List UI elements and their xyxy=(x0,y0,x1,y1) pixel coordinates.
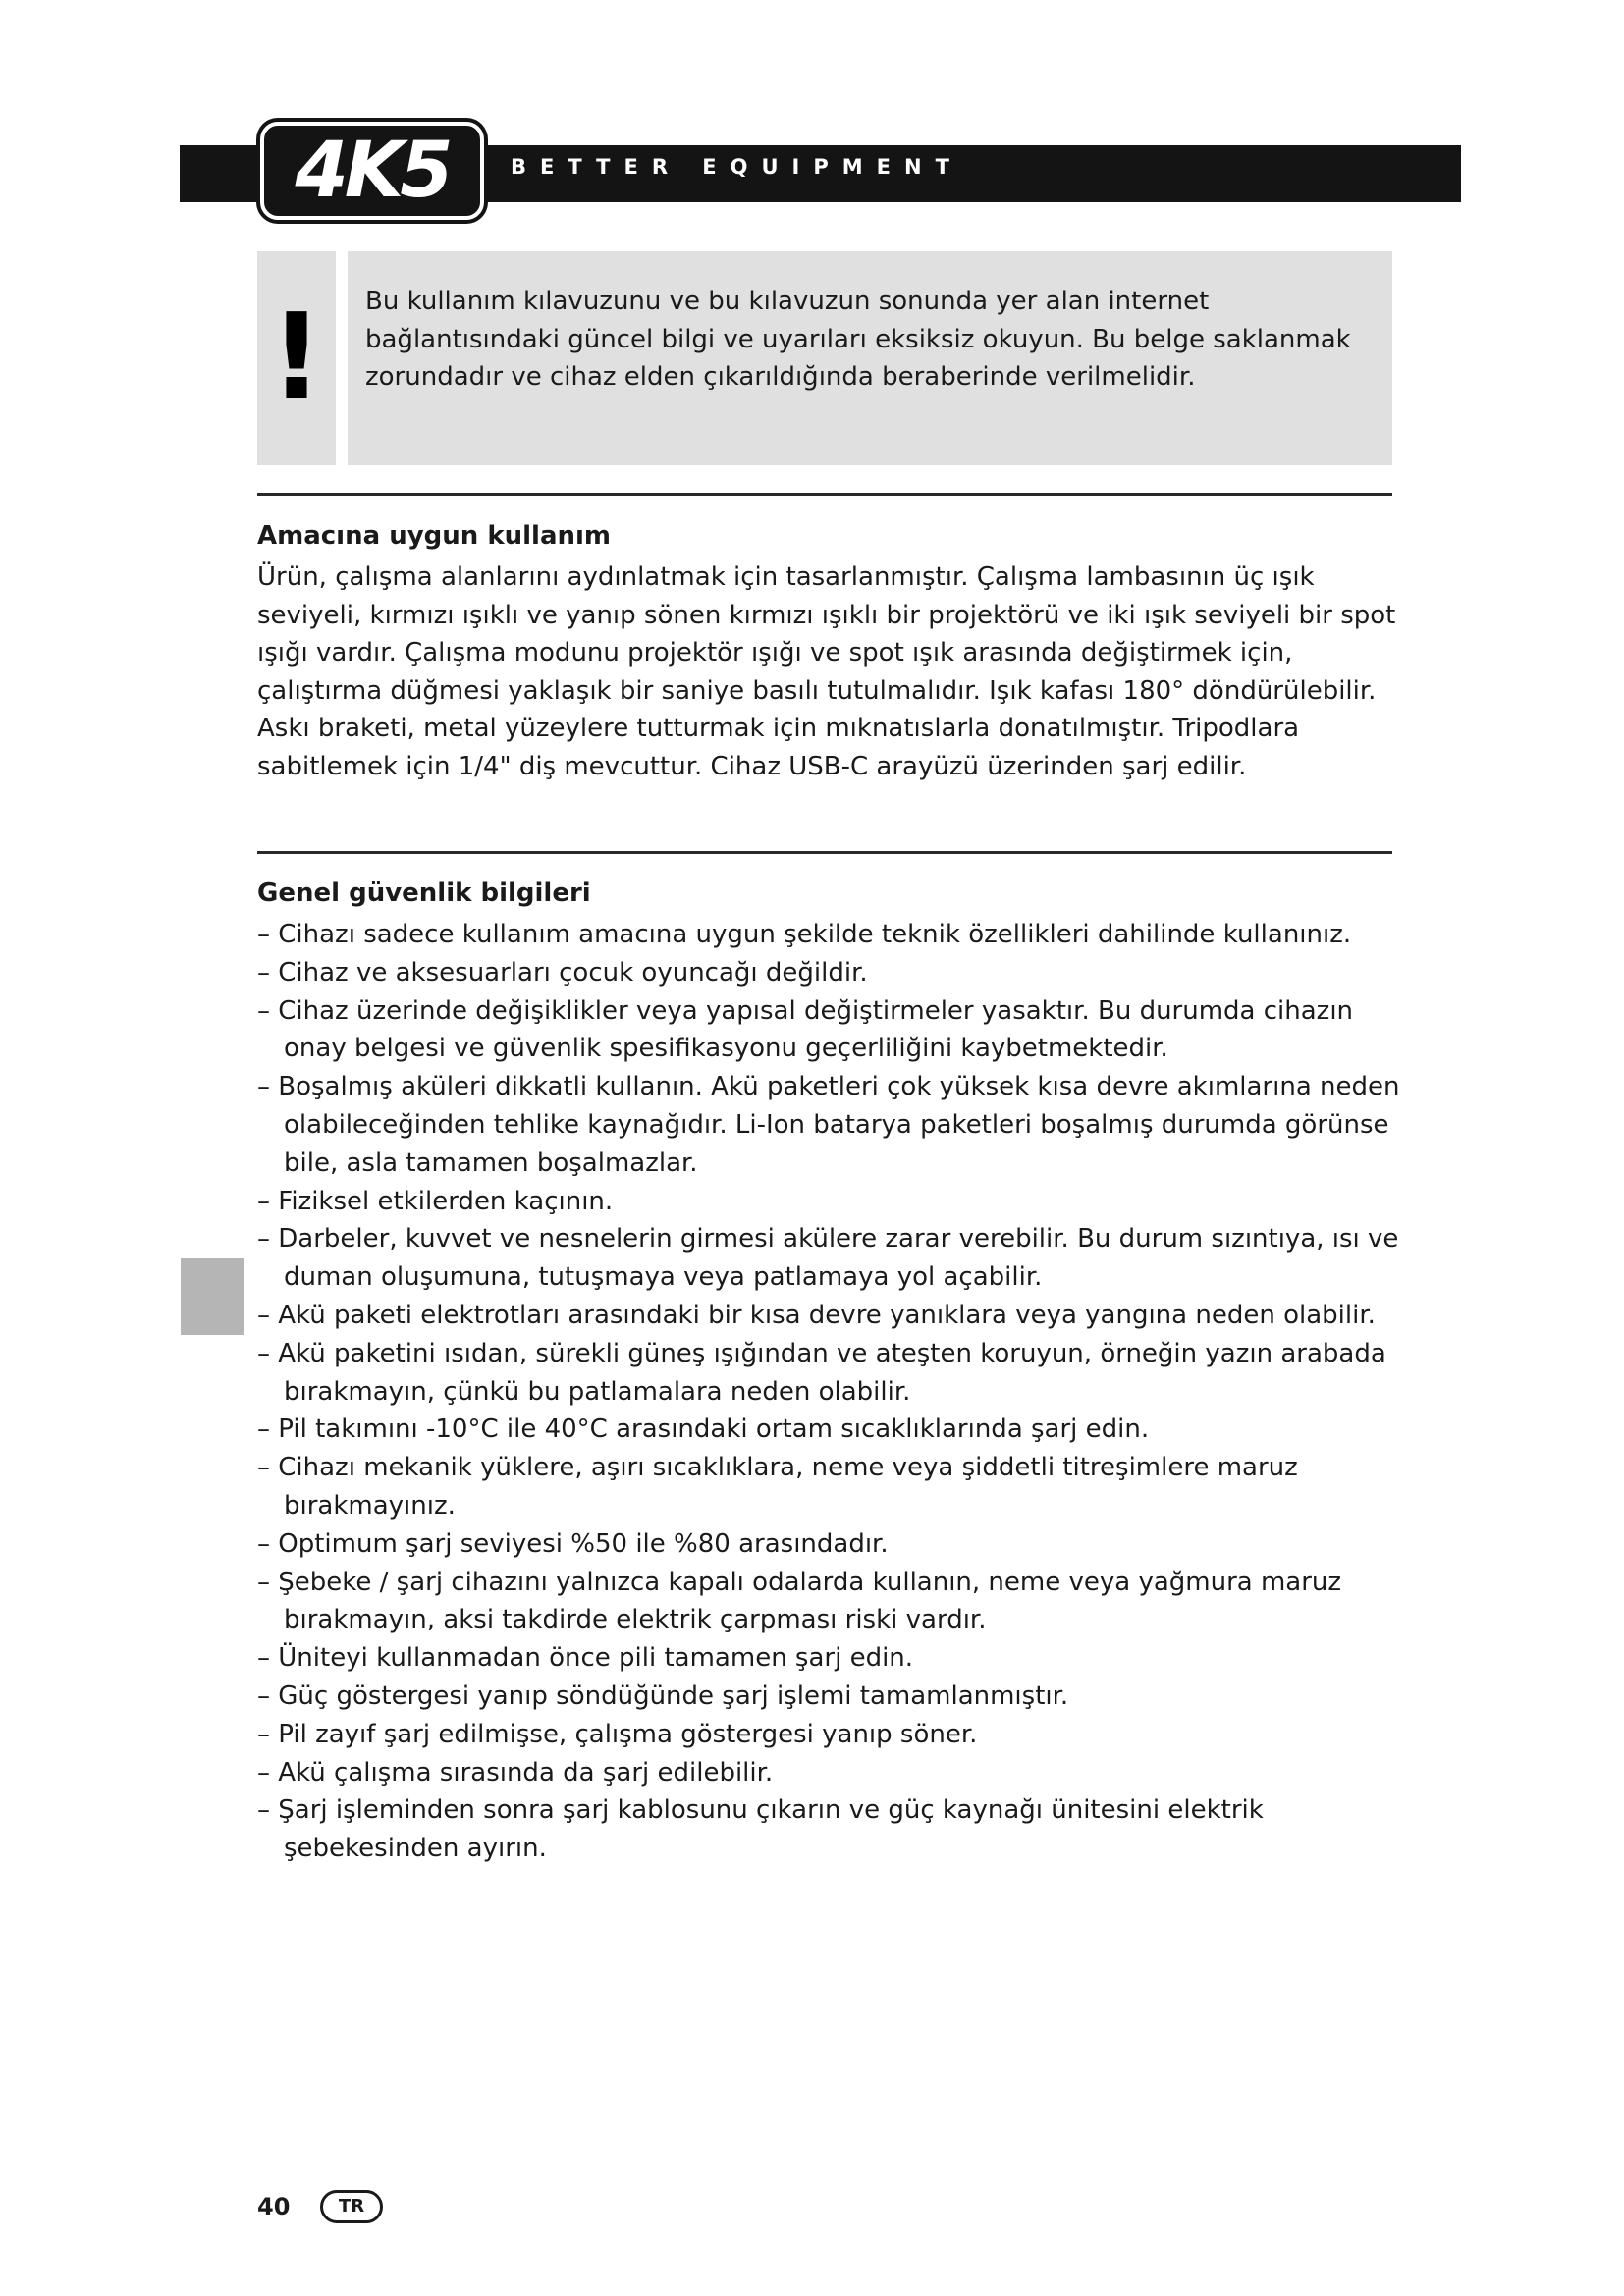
list-item: – Şarj işleminden sonra şarj kablosunu çıkarın ve güç kaynağı ünitesini elektrik şebekesinden ayırın. xyxy=(257,1791,1406,1868)
safety-list xyxy=(257,916,1406,1868)
list-item: – Güç göstergesi yanıp söndüğünde şarj işlemi tamamlanmıştır. xyxy=(257,1678,1406,1716)
language-badge: TR xyxy=(320,2190,383,2223)
safety-title: Genel güvenlik bilgileri xyxy=(257,879,591,908)
list-item: – Akü paketi elektrotları arasındaki bir kısa devre yanıklara veya yangına neden olabilir. xyxy=(257,1297,1406,1335)
list-item: – Cihazı mekanik yüklere, aşırı sıcaklıklara, neme veya şiddetli titreşimlere maruz bırakmayınız. xyxy=(257,1449,1406,1525)
list-item: – Akü çalışma sırasında da şarj edilebilir. xyxy=(257,1754,1406,1792)
section-divider xyxy=(257,851,1392,854)
list-item: – Pil takımını -10°C ile 40°C arasındaki ortam sıcaklıklarında şarj edin. xyxy=(257,1411,1406,1449)
list-item: – Darbeler, kuvvet ve nesnelerin girmesi akülere zarar verebilir. Bu durum sızıntıya, ısı ve duman oluşumuna, tutuşmaya veya patlamaya yol açabilir. xyxy=(257,1220,1406,1297)
brand-logo xyxy=(260,122,484,220)
brand-tagline: BETTER EQUIPMENT xyxy=(511,155,963,179)
intended-use-section xyxy=(257,517,1406,785)
list-item: – Fiziksel etkilerden kaçının. xyxy=(257,1183,1406,1221)
logo-text: 4K5 xyxy=(295,127,450,215)
exclamation-icon: ! xyxy=(269,290,324,426)
list-item: – Optimum şarj seviyesi %50 ile %80 arasındadır. xyxy=(257,1525,1406,1564)
section-divider xyxy=(257,493,1392,496)
list-item: – Akü paketini ısıdan, sürekli güneş ışığından ve ateşten koruyun, örneğin yazın arabada bırakmayın, çünkü bu patlamalara neden olabilir. xyxy=(257,1335,1406,1412)
list-item: – Boşalmış aküleri dikkatli kullanın. Akü paketleri çok yüksek kısa devre akımlarına neden olabileceğinden tehlike kaynağıdır. Li-Ion batarya paketleri boşalmış durumda görünse bile, asla tamamen boşalmazlar. xyxy=(257,1068,1406,1182)
list-item: – Üniteyi kullanmadan önce pili tamamen şarj edin. xyxy=(257,1639,1406,1678)
warning-icon-box xyxy=(257,251,336,465)
safety-section xyxy=(257,875,1406,1868)
warning-notice xyxy=(348,251,1392,465)
intended-use-title: Amacına uygun kullanım xyxy=(257,521,612,551)
list-item: – Cihaz üzerinde değişiklikler veya yapısal değiştirmeler yasaktır. Bu durumda cihazın onay belgesi ve güvenlik spesifikasyonu geçerliliğini kaybetmektedir. xyxy=(257,992,1406,1069)
list-item: – Cihazı sadece kullanım amacına uygun şekilde teknik özellikleri dahilinde kullanınız. xyxy=(257,916,1406,954)
list-item: – Şebeke / şarj cihazını yalnızca kapalı odalarda kullanın, neme veya yağmura maruz bırakmayın, aksi takdirde elektrik çarpması riski vardır. xyxy=(257,1564,1406,1640)
list-item: – Cihaz ve aksesuarları çocuk oyuncağı değildir. xyxy=(257,954,1406,992)
intended-use-body: Ürün, çalışma alanlarını aydınlatmak için tasarlanmıştır. Çalışma lambasının üç ışık seviyeli, kırmızı ışıklı ve yanıp sönen kırmızı ışıklı bir projektörü ve iki ışık seviyeli bir spot ışığı vardır. Çalışma modunu projektör ışığı ve spot ışık arasında değiştirmek için, çalıştırma düğmesi yaklaşık bir saniye basılı tutulmalıdır. Işık kafası 180° döndürülebilir. Askı braketi, metal yüzeylere tutturmak için mıknatıslarla donatılmıştır. Tripodlara sabitlemek için 1/4" diş mevcuttur. Cihaz USB-C arayüzü üzerinden şarj edilir. xyxy=(257,562,1396,781)
chapter-marker xyxy=(181,1258,244,1335)
list-item: – Pil zayıf şarj edilmişse, çalışma göstergesi yanıp söner. xyxy=(257,1716,1406,1754)
page-number: 40 xyxy=(257,2193,291,2220)
warning-text: Bu kullanım kılavuzunu ve bu kılavuzun sonunda yer alan internet bağlantısındaki güncel bilgi ve uyarıları eksiksiz okuyun. Bu belge saklanmak zorundadır ve cihaz elden çıkarıldığında beraberinde verilmelidir. xyxy=(365,287,1351,392)
